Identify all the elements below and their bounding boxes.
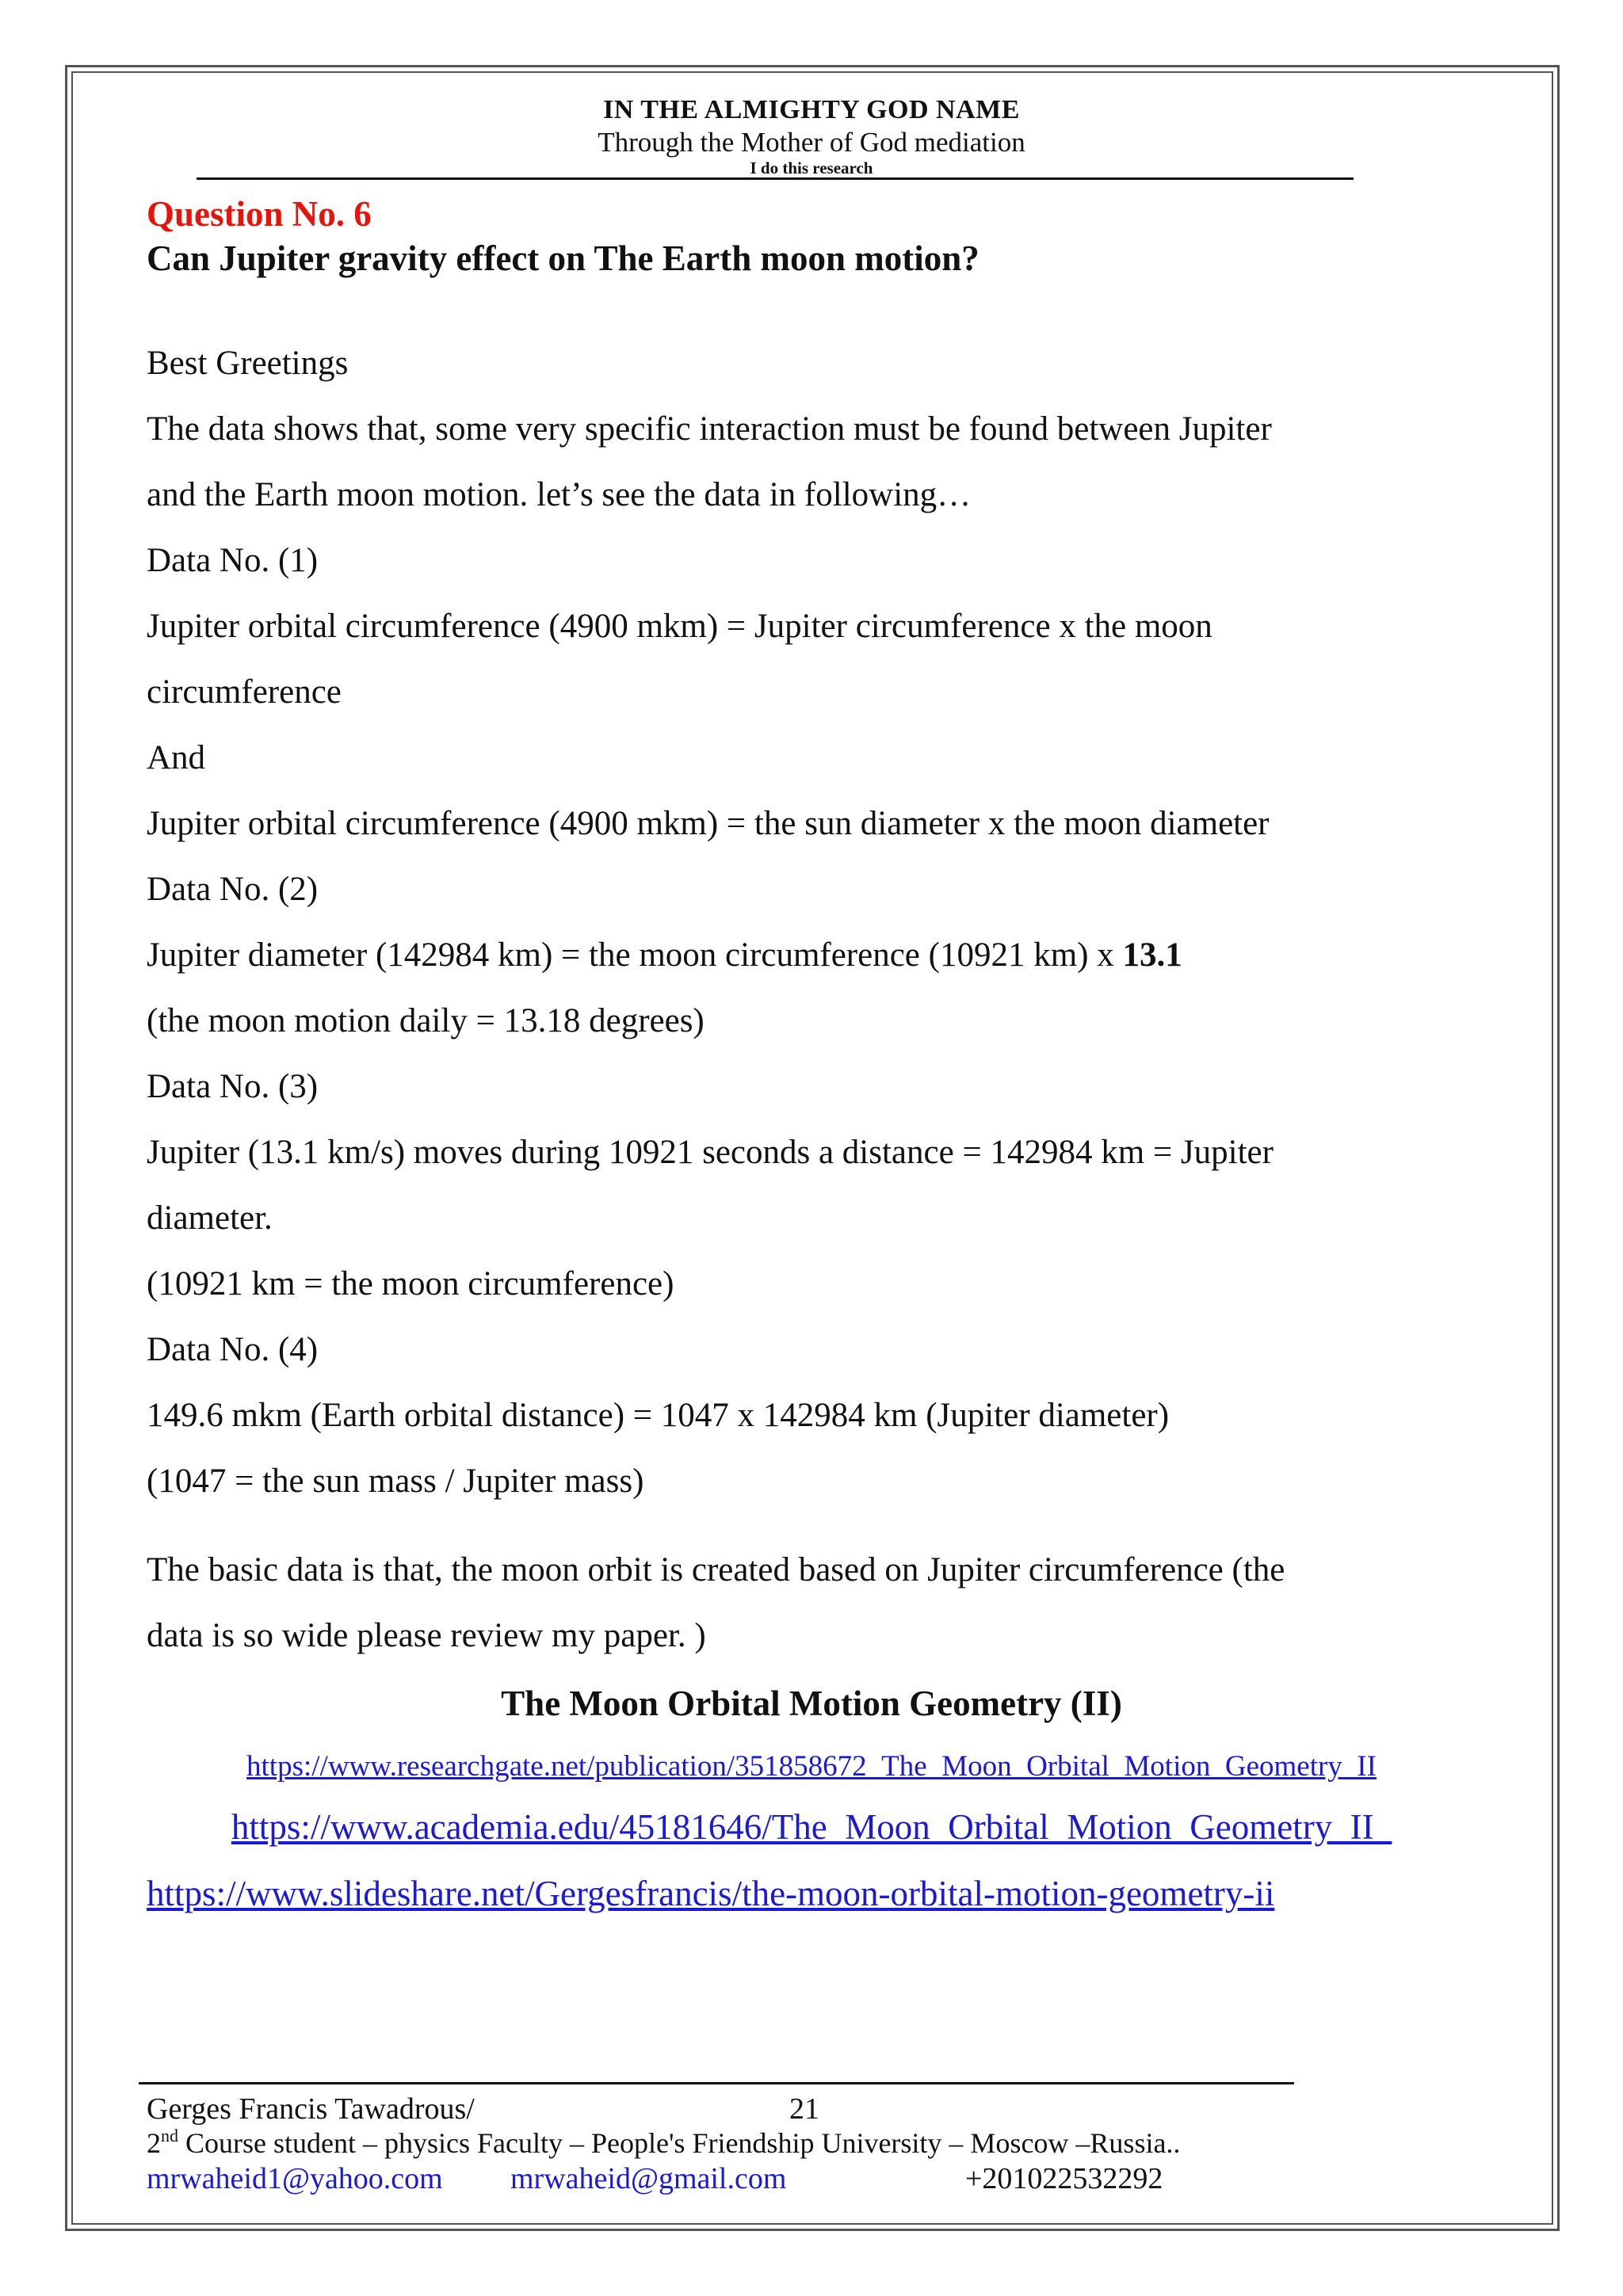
- data1-label: Data No. (1): [147, 542, 319, 579]
- question-label: Question No. 6: [147, 194, 372, 234]
- data2-line-2: (the moon motion daily = 13.18 degrees): [147, 1002, 705, 1039]
- footer-author: Gerges Francis Tawadrous/: [147, 2092, 475, 2126]
- footer-course-sup: nd: [161, 2126, 178, 2145]
- footer-email-yahoo[interactable]: mrwaheid1@yahoo.com: [147, 2162, 443, 2195]
- greeting: Best Greetings: [147, 345, 349, 382]
- question-text: Can Jupiter gravity effect on The Earth moon motion?: [147, 238, 980, 278]
- footer-phone: +201022532292: [965, 2162, 1163, 2195]
- data2-line-1-bold: 13.1: [1122, 936, 1182, 974]
- footer-course-num: 2: [147, 2127, 161, 2159]
- data1-line-3: Jupiter orbital circumference (4900 mkm) = the sun diameter x the moon diameter: [147, 805, 1270, 842]
- header-note: I do this research: [750, 158, 873, 177]
- slideshare-link[interactable]: https://www.slideshare.net/Gergesfrancis/the-moon-orbital-motion-geometry-ii: [147, 1874, 1275, 1913]
- footer-email-gmail[interactable]: mrwaheid@gmail.com: [510, 2162, 787, 2195]
- data3-label: Data No. (3): [147, 1068, 319, 1105]
- header-divider: [197, 177, 1354, 180]
- header-subtitle: Through the Mother of God mediation: [598, 127, 1025, 158]
- data3-line-2: diameter.: [147, 1199, 273, 1237]
- data3-line-3: (10921 km = the moon circumference): [147, 1265, 674, 1302]
- slideshare-link-row: [147, 1873, 1274, 1914]
- academia-link-row: [0, 1806, 1623, 1848]
- data3-line-1: Jupiter (13.1 km/s) moves during 10921 seconds a distance = 142984 km = Jupiter: [147, 1134, 1274, 1171]
- page-number: 21: [789, 2092, 819, 2126]
- researchgate-link-row: [0, 1749, 1623, 1783]
- data1-line-2: circumference: [147, 673, 342, 711]
- basic-data-line-1: The basic data is that, the moon orbit is created based on Jupiter circumference (the: [147, 1551, 1285, 1589]
- researchgate-link[interactable]: https://www.researchgate.net/publication/351858672_The_Moon_Orbital_Motion_Geometry_II: [246, 1750, 1377, 1783]
- data4-line-1: 149.6 mkm (Earth orbital distance) = 1047 x 142984 km (Jupiter diameter): [147, 1397, 1170, 1434]
- academia-link[interactable]: https://www.academia.edu/45181646/The_Moon_Orbital_Motion_Geometry_II_: [231, 1807, 1392, 1847]
- footer-course-text: Course student – physics Faculty – People's Friendship University – Moscow –Russia..: [178, 2127, 1181, 2159]
- data2-line-1: [147, 936, 1182, 974]
- data4-line-2: (1047 = the sun mass / Jupiter mass): [147, 1463, 644, 1500]
- basic-data-line-2: data is so wide please review my paper. ): [147, 1617, 706, 1654]
- footer-divider: [139, 2082, 1294, 2084]
- data2-label: Data No. (2): [147, 871, 319, 908]
- data1-and: And: [147, 739, 206, 776]
- paper-title: The Moon Orbital Motion Geometry (II): [501, 1684, 1122, 1723]
- header-title: IN THE ALMIGHTY GOD NAME: [603, 95, 1020, 124]
- data4-label: Data No. (4): [147, 1331, 319, 1368]
- footer-course: [147, 2126, 1180, 2160]
- intro-line-2: and the Earth moon motion. let’s see the data in following…: [147, 476, 972, 513]
- data2-line-1-text: Jupiter diameter (142984 km) = the moon circumference (10921 km) x: [147, 936, 1123, 974]
- intro-line-1: The data shows that, some very specific interaction must be found between Jupiter: [147, 410, 1272, 448]
- data1-line-1: Jupiter orbital circumference (4900 mkm) = Jupiter circumference x the moon: [147, 608, 1212, 645]
